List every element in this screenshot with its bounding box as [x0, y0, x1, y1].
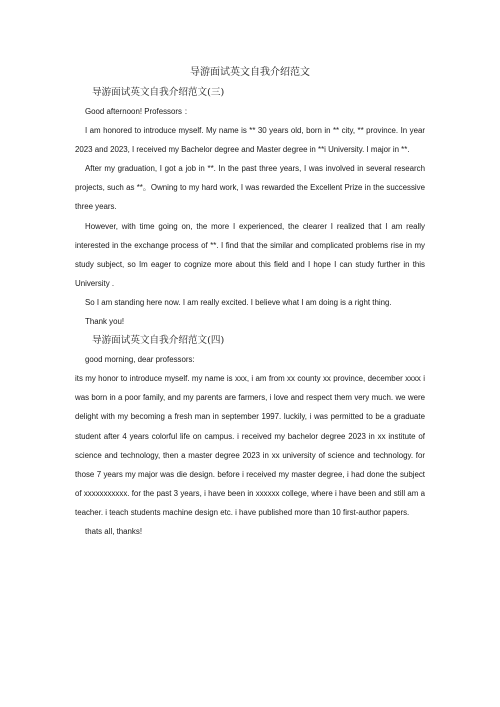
section-heading-3: 导游面试英文自我介绍范文(三): [92, 87, 225, 98]
paragraph: After my graduation, I got a job in **. In the past three years, I was involved in several research projects, such as **。Owning to my hard work, I was rewarded the Excellent Prize in the successive three years.: [75, 164, 425, 212]
document-body: [75, 83, 425, 541]
paragraph: So I am standing here now. I am really excited. I believe what I am doing is a right thing.: [85, 297, 392, 307]
document-title: 导游面试英文自我介绍范文: [190, 67, 310, 78]
paragraph: its my honor to introduce myself. my name is xxx, i am from xx county xx province, december xxxx i was born in a poor family, and my parents are farmers, i love and respect them very much. we were delight with my becoming a fresh man in september 1997. luckily, i was permitted to be a graduate student after 4 years colorful life on campus. i received my bachelor degree 2023 in xx institute of science and technology, then a master degree 2023 in xx university of science and technology. for those 7 years my major was die design. before i received my master degree, i had done the subject of xxxxxxxxxxx. for the past 3 years, i have been in xxxxxx college, where i have been and still am a teacher. i teach students machine design etc. i have published more than 10 first-author papers.: [75, 374, 425, 517]
paragraph: I am honored to introduce myself. My name is ** 30 years old, born in ** city, ** province. In year 2023 and 2023, I received my Bachelor degree and Master degree in **i University. I major in **.: [75, 126, 425, 155]
paragraph: However, with time going on, the more I experienced, the clearer I realized that I am really interested in the exchange process of **. I find that the similar and complicated problems rise in my study subject, so Im eager to cognize more about this field and I hope I can study further in this University .: [75, 221, 425, 288]
paragraph: good morning, dear professors:: [85, 355, 195, 365]
section-heading-4: 导游面试英文自我介绍范文(四): [92, 335, 225, 347]
paragraph: Thank you!: [85, 317, 125, 327]
paragraph: Good afternoon! Professors ：: [85, 107, 193, 116]
paragraph: thats all, thanks!: [85, 526, 143, 536]
